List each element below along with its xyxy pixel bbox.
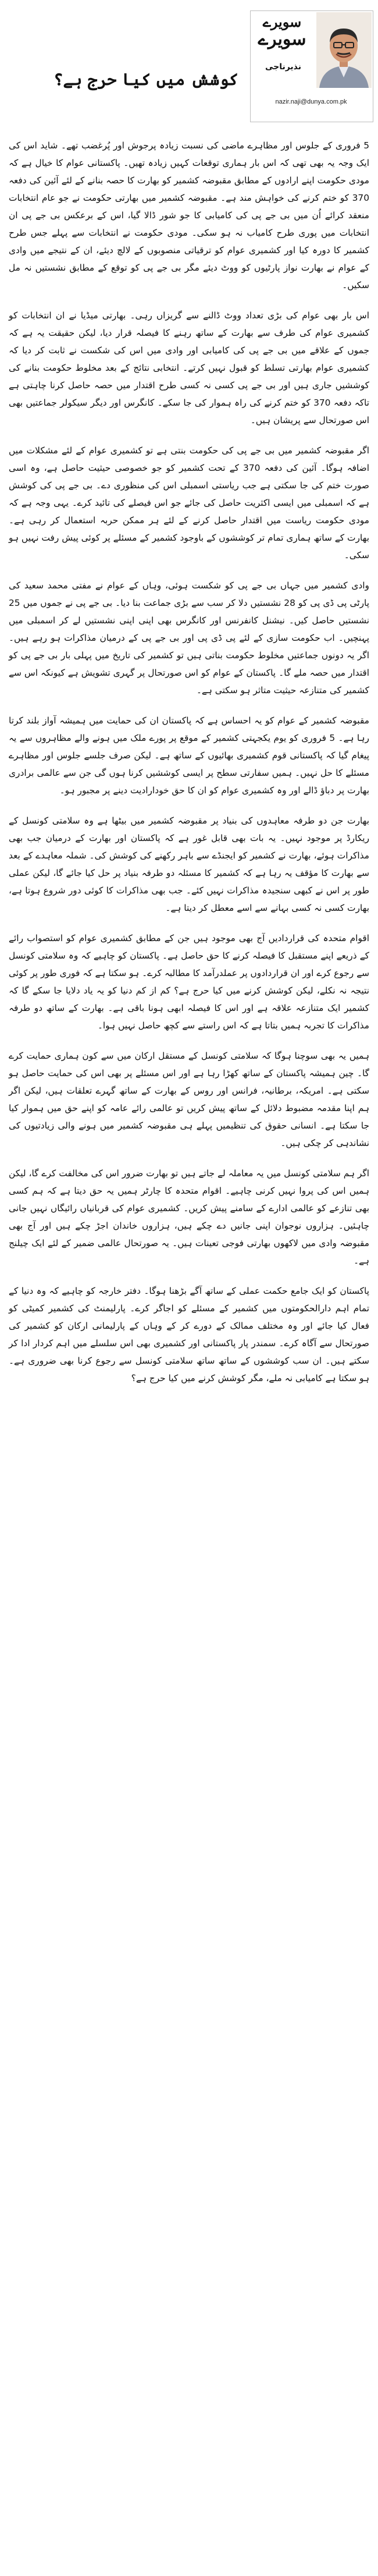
article-paragraph: ہمیں یہ بھی سوچنا ہوگا کہ سلامتی کونسل کے مستقل ارکان میں سے کون ہماری حمایت کرے گا۔ چین ہمیشہ پاکستان کے ساتھ کھڑا رہا ہے اور اس مسئلے پر بھی اس کی حمایت حاصل ہو سکتی ہے۔ امریکہ، برطانیہ، فرانس اور روس کے بھارت کے ساتھ گہرے تعلقات ہیں، لیکن اگر ہم اپنا مقدمہ مضبوط دلائل کے ساتھ پیش کریں تو عالمی رائے عامہ کو اپنے حق میں ہموار کیا جا سکتا ہے۔ انسانی حقوق کی تنظیمیں پہلے ہی مقبوضہ کشمیر میں ہونے والی زیادتیوں کی نشاندہی کر چکی ہیں۔ (9, 1051, 369, 1148)
article-body (9, 137, 369, 1400)
column-header (0, 0, 378, 134)
article-paragraph: مقبوضہ کشمیر کے عوام کو یہ احساس ہے کہ پاکستان ان کی حمایت میں ہمیشہ آواز بلند کرتا رہا ہے۔ 5 فروری کو یوم یکجہتی کشمیر کے موقع پر پورے ملک میں ہونے والے مظاہروں سے یہ پیغام گیا کہ پاکستانی قوم کشمیری بھائیوں کے ساتھ ہے۔ لیکن صرف جلسے جلوس اور مظاہرے مسئلے کا حل نہیں۔ ہمیں سفارتی سطح پر ایسی کوششیں کرنا ہوں گی جن سے عالمی برادری بھارت پر دباؤ ڈالے اور وہ کشمیری عوام کو ان کا حق خودارادیت دینے پر مجبور ہو۔ (9, 715, 369, 796)
article-paragraph: اقوام متحدہ کی قراردادیں آج بھی موجود ہیں جن کے مطابق کشمیری عوام کو استصواب رائے کے ذریعے اپنے مستقبل کا فیصلہ کرنے کا حق حاصل ہے۔ پاکستان کو چاہیے کہ وہ سلامتی کونسل سے رجوع کرے اور ان قراردادوں پر عملدرآمد کا مطالبہ کرے۔ ہو سکتا ہے کہ فوری طور پر کوئی نتیجہ نہ نکلے، لیکن کوشش کرنے میں کیا حرج ہے؟ کم از کم دنیا کو یہ یاد دلایا جا سکے گا کہ کشمیر ایک متنازعہ علاقہ ہے اور اس کا فیصلہ ابھی ہونا باقی ہے۔ بھارت کے ساتھ دو طرفہ مذاکرات کا تجربہ ہمیں بتاتا ہے کہ اس راستے سے کچھ حاصل نہیں ہوا۔ (9, 933, 369, 1031)
author-name: نذیرناجی (265, 62, 302, 72)
article-paragraph: اگر ہم سلامتی کونسل میں یہ معاملہ لے جاتے ہیں تو بھارت ضرور اس کی مخالفت کرے گا، لیکن ہمیں اس کی پروا نہیں کرنی چاہیے۔ اقوام متحدہ کا چارٹر ہمیں یہ حق دیتا ہے کہ ہم کسی بھی تنازعے کو عالمی ادارے کے سامنے پیش کریں۔ کشمیری عوام کی قربانیاں رائیگاں نہیں جانی چاہئیں۔ ہزاروں نوجوان اپنی جانیں دے چکے ہیں، ہزاروں خاندان اجڑ چکے ہیں اور آج بھی مقبوضہ وادی میں لاکھوں بھارتی فوجی تعینات ہیں۔ یہ صورتحال عالمی ضمیر کے لئے ایک چیلنج ہے۔ (9, 1168, 369, 1266)
logo-line-1: سویرے (262, 13, 302, 30)
article-paragraph: اگر مقبوضہ کشمیر میں بی جے پی کی حکومت بنتی ہے تو کشمیری عوام کے لئے مشکلات میں اضافہ ہوگا۔ آئین کی دفعہ 370 کے تحت کشمیر کو جو خصوصی حیثیت حاصل ہے، وہ اسی صورت ختم کی جا سکتی ہے جب ریاستی اسمبلی اس کی منظوری دے۔ بی جے پی کی کوشش ہے کہ اسمبلی میں ایسی اکثریت حاصل کی جائے جو اس فیصلے کی تائید کرے۔ یہی وجہ ہے کہ مودی حکومت ریاست میں اقتدار حاصل کرنے کے لئے ہر ممکن حربہ استعمال کر رہی ہے۔ بھارت کے ساتھ ہماری تمام تر کوششوں کے باوجود کشمیر کے مسئلے پر کوئی پیش رفت نہیں ہو سکی۔ (9, 445, 369, 560)
column-logo (253, 13, 311, 55)
article-paragraph: اس بار بھی عوام کی بڑی تعداد ووٹ ڈالنے سے گریزاں رہی۔ بھارتی میڈیا نے ان انتخابات کو کشمیری عوام کی طرف سے بھارت کے ساتھ رہنے کا فیصلہ قرار دیا، لیکن حقیقت یہ ہے کہ جموں کے علاقے میں بی جے پی کی کامیابی اور وادی میں اس کی شکست نے ثابت کر دیا کہ کشمیری عوام بھارتی تسلط کو قبول نہیں کرتے۔ انتخابی نتائج کے بعد مخلوط حکومت بنانے کی کوششیں جاری ہیں اور بی جے پی کسی نہ کسی طرح اقتدار میں حصہ حاصل کرنا چاہتی ہے تاکہ دفعہ 370 کو ختم کرنے کی راہ ہموار کی جا سکے۔ کانگرس اور دیگر سیکولر جماعتیں بھی اس صورتحال سے پریشان ہیں۔ (9, 310, 369, 425)
author-portrait-icon (316, 12, 372, 88)
article-paragraph: بھارت جن دو طرفہ معاہدوں کی بنیاد پر مقبوضہ کشمیر میں بیٹھا ہے وہ سلامتی کونسل کے ریکارڈ پر موجود نہیں۔ یہ بات بھی قابل غور ہے کہ پاکستان اور بھارت کے درمیان جب بھی مذاکرات ہوئے، بھارت نے کشمیر کو ایجنڈے سے باہر رکھنے کی کوشش کی۔ شملہ معاہدے کے بعد سے بھارت کا مؤقف یہ رہا ہے کہ کشمیر کا مسئلہ دو طرفہ بنیاد پر حل کیا جائے گا، لیکن عملی طور پر اس نے کبھی سنجیدہ مذاکرات نہیں کئے۔ جب بھی مذاکرات کا کوئی دور شروع ہوتا ہے، بھارت کسی نہ کسی بہانے سے اسے معطل کر دیتا ہے۔ (9, 815, 369, 913)
article-paragraph: 5 فروری کے جلوس اور مظاہرے ماضی کی نسبت زیادہ پرجوش اور پُرغضب تھے۔ شاید اس کی ایک وجہ یہ بھی تھی کہ اس بار ہماری توقعات کہیں زیادہ تھیں۔ پاکستانی عوام کا خیال ہے کہ مودی حکومت اپنے ارادوں کے مطابق مقبوضہ کشمیر کو بھارت کا حصہ بنانے کے لئے آئین کی دفعہ 370 کو ختم کرنے کی خواہش مند ہے۔ مقبوضہ کشمیر میں بھارتی حکومت نے جو عام انتخابات منعقد کرائے اُن میں بی جے پی کی کامیابی کا جو شور ڈالا گیا، اس کے برعکس بی جے پی ان انتخابات میں پوری طرح کامیاب نہ ہو سکی۔ مودی حکومت نے انتخابات سے پہلے جس طرح کشمیر کا دورہ کیا اور کشمیری عوام کو ترقیاتی منصوبوں کے لالچ دیئے، ان کے نتیجے میں وادی کے عوام نے بھارت نواز پارٹیوں کو ووٹ دیئے مگر بی جے پی کو توقع کے مطابق نشستیں نہ مل سکیں۔ (9, 140, 369, 290)
article-paragraph: پاکستان کو ایک جامع حکمت عملی کے ساتھ آگے بڑھنا ہوگا۔ دفتر خارجہ کو چاہیے کہ وہ دنیا کے تمام اہم دارالحکومتوں میں کشمیر کے مسئلے کو اجاگر کرے۔ پارلیمنٹ کی کشمیر کمیٹی کو فعال کیا جائے اور وہ مختلف ممالک کے دورے کر کے وہاں کے پارلیمانی ارکان کو کشمیر کی صورتحال سے آگاہ کرے۔ سمندر پار پاکستانی اور کشمیری بھی اس سلسلے میں اہم کردار ادا کر سکتے ہیں۔ ان سب کوششوں کے ساتھ ساتھ سلامتی کونسل سے رجوع کرنا بھی ضروری ہے۔ ہو سکتا ہے کامیابی نہ ملے، مگر کوشش کرنے میں کیا حرج ہے؟ (9, 1286, 369, 1383)
column-masthead (250, 10, 373, 122)
author-email: nazir.naji@dunya.com.pk (275, 98, 347, 105)
article-title: کوشش میں کیا حرج ہے؟ (54, 70, 238, 89)
author-photo (316, 12, 372, 88)
article-paragraph: وادی کشمیر میں جہاں بی جے پی کو شکست ہوئی، وہاں کے عوام نے مفتی محمد سعید کی پارٹی پی ڈی پی کو 28 نشستیں دلا کر سب سے بڑی جماعت بنا دیا۔ بی جے پی نے جموں میں 25 نشستیں حاصل کیں۔ نیشنل کانفرنس اور کانگرس بھی اپنی اپنی نشستیں لے کر اسمبلی میں پہنچیں۔ اب حکومت سازی کے لئے پی ڈی پی اور بی جے پی کے درمیان مذاکرات ہو رہے ہیں۔ اگر یہ دونوں جماعتیں مخلوط حکومت بناتی ہیں تو کشمیر کی تاریخ میں پہلی بار بی جے پی کو اقتدار میں حصہ ملے گا۔ پاکستان کے عوام کو اس صورتحال پر گہری تشویش ہے کیونکہ اس سے کشمیر کی متنازعہ حیثیت متاثر ہو سکتی ہے۔ (9, 580, 369, 696)
logo-line-2: سویرے (258, 29, 306, 49)
